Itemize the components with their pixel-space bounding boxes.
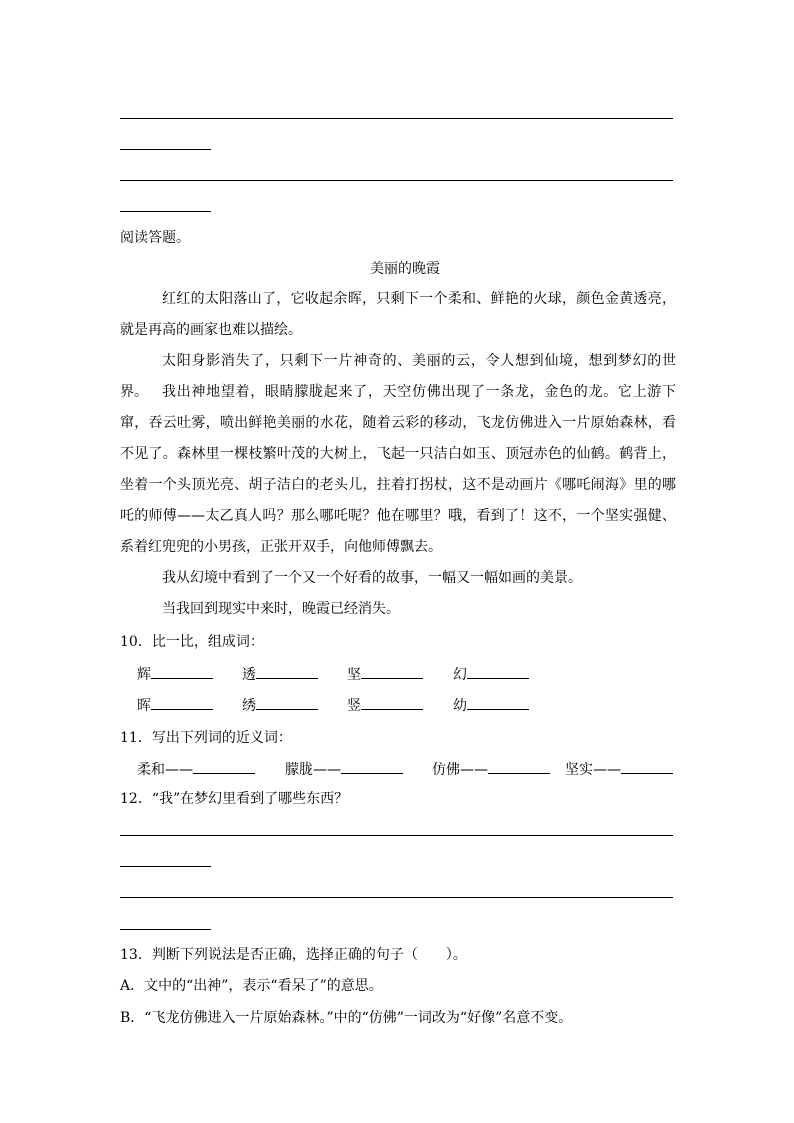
question-10-label: 10．比一比，组成词： bbox=[120, 634, 264, 650]
question-11-label: 11．写出下列词的近义词： bbox=[120, 730, 292, 746]
q10-char: 幻 bbox=[453, 667, 467, 683]
q13-option-a[interactable]: A．文中的“出神”，表示“看呆了”的意思。 bbox=[120, 978, 383, 994]
passage-paragraph: 当我回到现实中来时，晚霞已经消失。 bbox=[162, 601, 400, 617]
q10-blank[interactable] bbox=[361, 664, 423, 679]
q10-blank[interactable] bbox=[151, 695, 213, 710]
q10-blank[interactable] bbox=[151, 664, 213, 679]
q11-word: 坚实—— bbox=[565, 762, 621, 778]
q10-char: 幼 bbox=[453, 698, 467, 714]
passage-paragraph: 我出神地望着，眼睛朦胧起来了，天空仿佛出现了一条龙，金色的龙。它上游下窜，吞云吐雾，喷出鲜艳美丽的水花，随着云彩的移动，飞龙仿佛进入一片原始森林，看不见了。森林里一棵枝繁叶茂的大树上，飞起一只洁白如玉、顶冠赤色的仙鹤。鹤背上，坐着一个头顶光亮、胡子洁白的老头儿，拄着打拐杖，这不是动画片《哪吒闹海》里的哪吒的师傅——太乙真人吗？那么哪吒呢？他在哪里？哦，看到了！这不，一个坚实强健、系着红兜兜的小男孩，正张开双手，向他师傅飘去。 bbox=[120, 384, 676, 555]
answer-line[interactable] bbox=[120, 149, 211, 150]
passage-title: 美丽的晚霞 bbox=[370, 261, 440, 277]
q10-char: 坚 bbox=[347, 667, 361, 683]
q10-char: 竖 bbox=[347, 698, 361, 714]
answer-line[interactable] bbox=[120, 929, 211, 930]
question-12-label: 12．“我”在梦幻里看到了哪些东西？ bbox=[120, 791, 349, 807]
q11-word: 柔和—— bbox=[137, 762, 193, 778]
q11-blank[interactable] bbox=[341, 759, 403, 774]
q11-word: 朦胧—— bbox=[285, 762, 341, 778]
answer-line[interactable] bbox=[120, 118, 673, 119]
passage-paragraph: 红红的太阳落山了，它收起余晖，只剩下一个柔和、鲜艳的火球，颜色金黄透亮，就是再高的画家也难以描绘。 bbox=[120, 291, 676, 338]
answer-line[interactable] bbox=[120, 897, 673, 898]
question-13-label: 13．判断下列说法是否正确，选择正确的句子（ ）。 bbox=[120, 947, 467, 963]
q10-blank[interactable] bbox=[467, 664, 529, 679]
q10-blank[interactable] bbox=[361, 695, 423, 710]
q11-blank[interactable] bbox=[621, 759, 673, 774]
passage-paragraph: 太阳身影消失了，只剩下一片神奇的、美丽的云，令人想到仙境，想到梦幻的世界。 bbox=[120, 353, 676, 400]
passage-paragraph: 我从幻境中看到了一个又一个好看的故事，一幅又一幅如画的美景。 bbox=[162, 570, 582, 586]
q11-blank[interactable] bbox=[193, 759, 255, 774]
answer-line[interactable] bbox=[120, 866, 211, 867]
q10-char: 透 bbox=[242, 667, 256, 683]
q11-word: 仿佛—— bbox=[432, 762, 488, 778]
q10-blank[interactable] bbox=[256, 664, 318, 679]
answer-line[interactable] bbox=[120, 180, 673, 181]
reading-intro: 阅读答题。 bbox=[120, 230, 190, 246]
answer-line[interactable] bbox=[120, 835, 673, 836]
q11-blank[interactable] bbox=[488, 759, 550, 774]
answer-line[interactable] bbox=[120, 211, 211, 212]
q10-char: 晖 bbox=[137, 698, 151, 714]
q10-char: 绣 bbox=[242, 698, 256, 714]
q10-char: 辉 bbox=[137, 667, 151, 683]
q13-option-b[interactable]: B．“飞龙仿佛进入一片原始森林。”中的“仿佛”一词改为“好像”名意不变。 bbox=[120, 1010, 573, 1026]
q10-blank[interactable] bbox=[467, 695, 529, 710]
q10-blank[interactable] bbox=[256, 695, 318, 710]
